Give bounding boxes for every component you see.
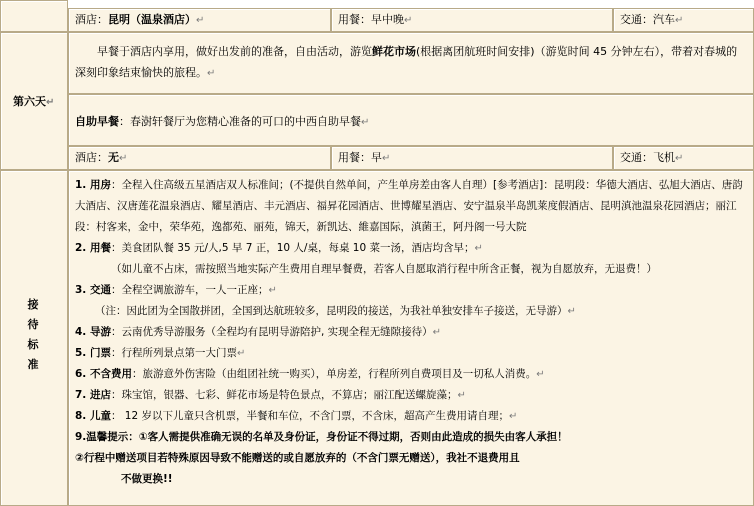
top-transport-cell: 交通：汽车↵ <box>613 8 754 32</box>
day6-meal-text: 用餐：早 <box>338 151 382 164</box>
standards-label-char-3: 标 <box>27 338 39 351</box>
standard-item-guide: 4. 导游：云南优秀导游服务（全程均有昆明导游陪护, 实现全程无缝隙接待）↵ <box>75 326 442 338</box>
standard-item-meals: 2. 用餐：美食团队餐 35 元/人,5 早 7 正，10 人/桌，每桌 10 菜一汤，酒店均含早；↵ <box>75 242 483 254</box>
day6-hotel-value: 无 <box>108 151 119 164</box>
standard-item-children: 8. 儿童： 12 岁以下儿童只含机票，半餐和车位，不含门票，不含床，超高产生费用请自理；↵ <box>75 410 518 422</box>
standard-item-transport: 3. 交通：全程空调旅游车，一人一正座；↵ <box>75 284 277 296</box>
day6-label-cell: 第六天↵ <box>0 32 68 170</box>
standard-item-accommodation: 1. 用房：全程入住高级五星酒店双人标准间；(不提供自然单间，产生单房差由客人自理）[参考酒店]：昆明段：华德大酒店、弘旭大酒店、唐韵大酒店、汉唐莲花温泉酒店、耀星酒店、丰元酒店、福昇花园酒店、世博耀星酒店、安宁温泉半岛凯莱度假酒店、昆明滇池温泉花园酒店；丽江段：村客来，金中，荣华苑，逸都苑、丽苑，锦天，新凯达、維嘉国际，滇菌王，阿丹阁一号大院 <box>75 179 743 233</box>
standard-item-excluded: 6. 不含费用：旅游意外伤害险（由组团社统一购买），单房差，行程所列自费项目及一切私人消费。↵ <box>75 368 545 380</box>
meal-text: 用餐：早中晚 <box>338 13 404 26</box>
top-meal-cell: 用餐：早中晚↵ <box>331 8 613 32</box>
day6-itinerary-cell: 早餐于酒店内享用，做好出发前的准备，自由活动，游览鲜花市场(根据离团航班时间安排)（游览时间 45 分钟左右），带着对春城的深刻印象结束愉快的旅程。↵ <box>68 32 754 94</box>
breakfast-label: 自助早餐 <box>75 115 119 128</box>
standards-label-char-2: 待 <box>27 318 39 331</box>
day6-hotel-cell: 酒店：无↵ <box>68 146 331 170</box>
itinerary-highlight: 鲜花市场 <box>372 45 416 58</box>
day6-meal-cell: 用餐：早↵ <box>331 146 613 170</box>
day6-transport-cell: 交通：飞机↵ <box>613 146 754 170</box>
hotel-label: 酒店： <box>75 13 108 26</box>
standard-item-shopping: 7. 进店：珠宝馆，银器、七彩、鲜花市场是特色景点，不算店；丽江配送螺旋藻；↵ <box>75 389 466 401</box>
warm-reminder: 9.温馨提示：①客人需提供准确无误的名单及身份证，身份证不得过期，否则由此造成的损失由客人承担！ <box>75 431 568 443</box>
day6-hotel-label: 酒店： <box>75 151 108 164</box>
standards-label-cell <box>0 170 68 506</box>
hotel-value: 昆明（温泉酒店） <box>108 13 196 26</box>
standards-label-char-4: 准 <box>27 358 39 371</box>
transport-text: 交通：汽车 <box>620 13 675 26</box>
standard-item-transport-note: （注：因此团为全国散拼团，全国到达航班较多，昆明段的接送，为我社单独安排车子接送，无导游）↵ <box>95 305 576 317</box>
itinerary-text-b: (根据离团航班时间安排)（游览时间 45 分钟左右），带着对春城的深刻印象结束愉快的旅程。 <box>75 45 738 79</box>
gift-notice-cont: 不做更换!! <box>121 473 173 485</box>
day6-label: 第六天 <box>13 95 46 108</box>
standard-item-tickets: 5. 门票：行程所列景点第一大门票↵ <box>75 347 246 359</box>
standard-item-meals-note: （如儿童不占床，需按照当地实际产生费用自理早餐费，若客人自愿取消行程中所含正餐，视为自愿放弃，无退费！） <box>111 263 657 275</box>
day6-transport-text: 交通：飞机 <box>620 151 675 164</box>
itinerary-text-a: 早餐于酒店内享用，做好出发前的准备，自由活动，游览 <box>97 45 372 58</box>
breakfast-text: ：春澍轩餐厅为您精心准备的可口的中西自助早餐 <box>119 115 361 128</box>
standards-label-char-1: 接 <box>27 298 39 311</box>
gift-notice: ②行程中赠送项目若特殊原因导致不能赠送的或自愿放弃的（不含门票无赠送），我社不退费用且 <box>75 452 520 464</box>
standards-content-cell <box>68 170 754 506</box>
top-hotel-cell: 酒店：昆明（温泉酒店）↵ <box>68 8 331 32</box>
top-left-label-cell <box>0 0 68 32</box>
day6-breakfast-cell: 自助早餐：春澍轩餐厅为您精心准备的可口的中西自助早餐↵ <box>68 94 754 146</box>
